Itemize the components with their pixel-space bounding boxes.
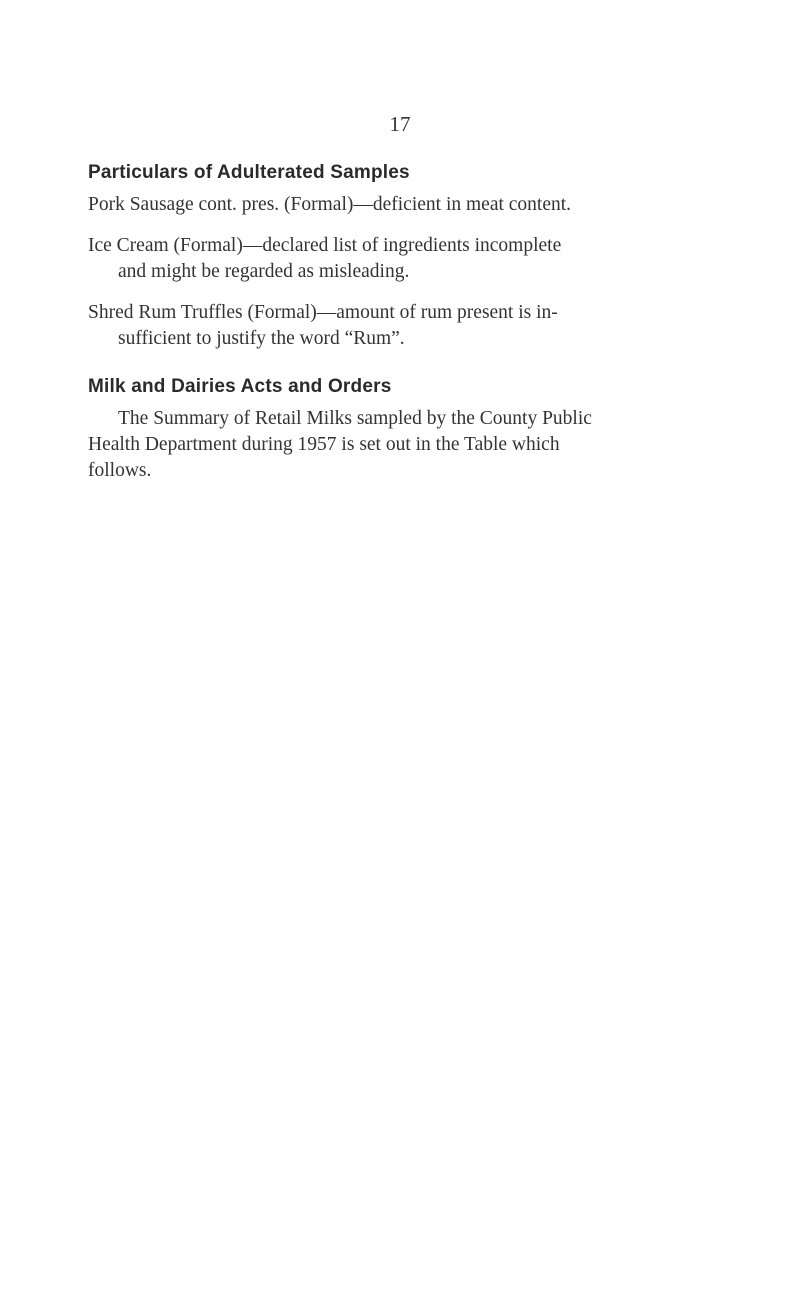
entry-line: Pork Sausage cont. pres. (Formal)—deficient in meat content. (88, 194, 572, 215)
paragraph-line: follows. (88, 460, 152, 481)
entry-line-continuation: and might be regarded as misleading. (118, 261, 410, 282)
entry-line-continuation: sufficient to justify the word “Rum”. (118, 328, 405, 349)
sample-entry-rum-truffles (88, 300, 708, 352)
section-heading-milk-dairies: Milk and Dairies Acts and Orders (88, 376, 392, 397)
sample-entry-pork-sausage (88, 192, 708, 218)
entry-line: Ice Cream (Formal)—declared list of ingredients incomplete (88, 235, 562, 256)
page-number: 17 (389, 112, 411, 136)
milk-summary-paragraph (88, 406, 708, 484)
paragraph-line: The Summary of Retail Milks sampled by the County Public (118, 408, 592, 429)
page-content (88, 160, 708, 484)
section-milk-dairies (88, 374, 708, 484)
paragraph-line: Health Department during 1957 is set out in the Table which (88, 434, 560, 455)
entry-line: Shred Rum Truffles (Formal)—amount of rum present is in- (88, 302, 558, 323)
section-adulterated-samples (88, 160, 708, 352)
section-heading-adulterated-samples: Particulars of Adulterated Samples (88, 162, 410, 183)
sample-entry-ice-cream (88, 233, 708, 285)
